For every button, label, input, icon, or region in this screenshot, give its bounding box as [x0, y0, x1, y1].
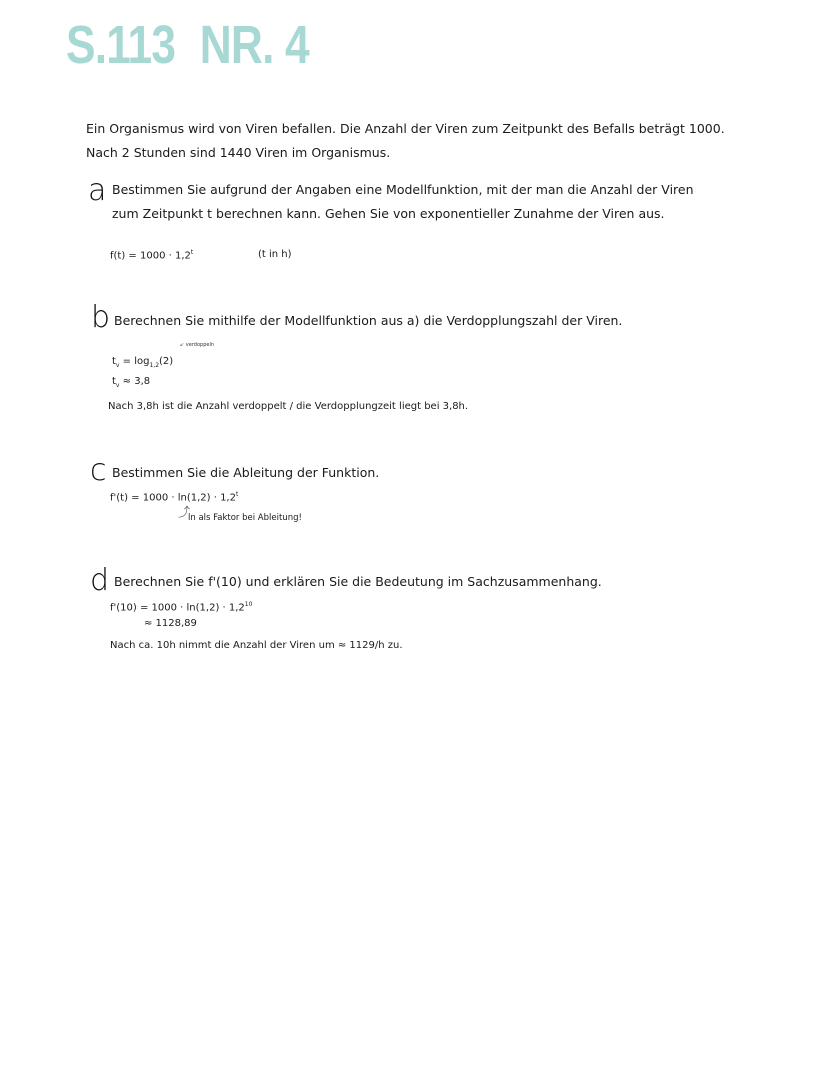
task-d-result: ≈ 1128,89: [144, 618, 197, 629]
tv-subscript-2: v: [115, 382, 120, 389]
task-c-text: Bestimmen Sie die Ableitung der Funktion.: [112, 465, 380, 480]
page-reference: S.113: [66, 15, 176, 75]
task-c-formula-base: f'(t) = 1000 · ln(1,2) · 1,2: [110, 492, 236, 504]
task-b-answer: Nach 3,8h ist die Anzahl verdoppelt / die Verdopplungzeit liegt bei 3,8h.: [108, 401, 469, 412]
problem-statement: [86, 117, 725, 165]
task-a-unit: (t in h): [258, 249, 292, 260]
task-d-formula-exponent: 10: [244, 601, 253, 608]
curved-arrow-icon: ↙: [180, 342, 185, 348]
log-argument: (2): [159, 356, 174, 367]
task-c-formula-exponent: t: [235, 491, 239, 498]
task-d-answer: Nach ca. 10h nimmt die Anzahl der Viren um ≈ 1129/h zu.: [110, 640, 403, 651]
task-c-letter: c: [90, 453, 107, 488]
curved-arrow-up-icon: ⤴: [178, 505, 191, 519]
log-base: 1,2: [149, 362, 160, 369]
task-a-formula: [110, 246, 193, 263]
task-a-formula-base: f(t) = 1000 · 1,2: [110, 250, 191, 262]
task-b-equation-1: [112, 355, 173, 373]
log-operator: = log: [119, 356, 150, 367]
task-c-formula: [110, 488, 238, 505]
task-b-note-text: verdoppeln: [185, 342, 215, 348]
task-a-letter: a: [88, 173, 107, 208]
intro-line-2: Nach 2 Stunden sind 1440 Viren im Organismus.: [86, 145, 391, 160]
tv-symbol-2: t: [112, 376, 116, 387]
task-d-formula-base: f'(10) = 1000 · ln(1,2) · 1,2: [110, 602, 245, 614]
intro-line-1: Ein Organismus wird von Viren befallen. Die Anzahl der Viren zum Zeitpunkt des Befalls beträgt 1000.: [86, 121, 725, 136]
task-a-text: [112, 178, 694, 226]
task-b-note: [180, 342, 214, 348]
task-a-line-1: Bestimmen Sie aufgrund der Angaben eine Modellfunktion, mit der man die Anzahl der Viren: [112, 182, 694, 197]
task-d-text: Berechnen Sie f'(10) und erklären Sie die Bedeutung im Sachzusammenhang.: [114, 574, 602, 589]
task-b-text: Berechnen Sie mithilfe der Modellfunktion aus a) die Verdopplungszahl der Viren.: [114, 313, 623, 328]
task-d-letter: d: [90, 563, 110, 598]
task-c-note: ln als Faktor bei Ableitung!: [188, 513, 302, 523]
task-a-line-2: zum Zeitpunkt t berechnen kann. Gehen Sie von exponentieller Zunahme der Viren aus.: [112, 206, 665, 221]
task-b-letter: b: [91, 300, 111, 335]
page-title: [66, 14, 309, 76]
tv-subscript: v: [115, 362, 120, 369]
task-b-equation-2: [112, 375, 150, 393]
tv-symbol: t: [112, 356, 116, 367]
task-a-formula-exponent: t: [190, 249, 194, 256]
tv-value: ≈ 3,8: [119, 376, 151, 387]
exercise-number: NR. 4: [199, 15, 309, 75]
task-d-formula: [110, 598, 252, 615]
